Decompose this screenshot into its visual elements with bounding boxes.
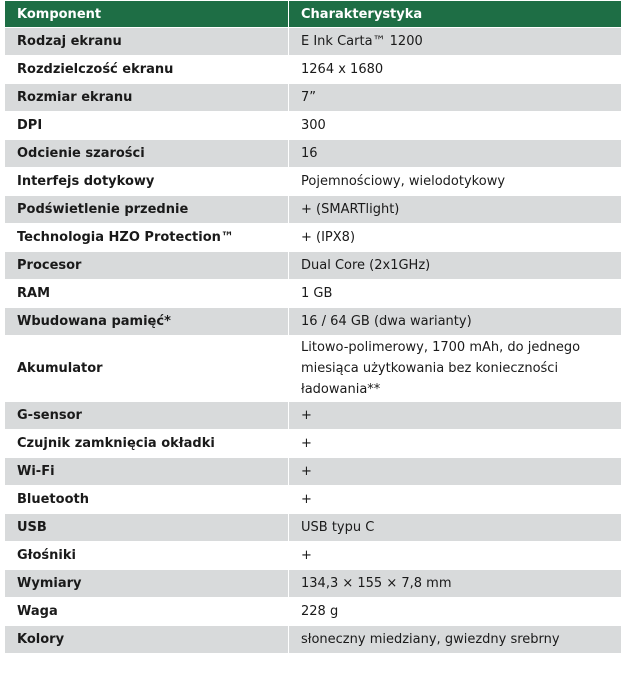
row-value: Litowo-polimerowy, 1700 mAh, do jednego miesiąca użytkowania bez konieczności ładowania** xyxy=(289,336,622,402)
table-row xyxy=(5,458,622,486)
table-row xyxy=(5,486,622,514)
table-row xyxy=(5,336,622,402)
spec-table xyxy=(4,0,622,654)
row-value: USB typu C xyxy=(289,514,622,542)
row-key: Technologia HZO Protection™ xyxy=(5,224,289,252)
table-row xyxy=(5,598,622,626)
header-row xyxy=(5,1,622,28)
table-row xyxy=(5,224,622,252)
table-row xyxy=(5,112,622,140)
row-key: Interfejs dotykowy xyxy=(5,168,289,196)
row-key: Podświetlenie przednie xyxy=(5,196,289,224)
row-value: + xyxy=(289,402,622,430)
table-row xyxy=(5,168,622,196)
table-row xyxy=(5,514,622,542)
row-value: Pojemnościowy, wielodotykowy xyxy=(289,168,622,196)
table-row xyxy=(5,252,622,280)
row-value: + xyxy=(289,486,622,514)
row-value: Dual Core (2x1GHz) xyxy=(289,252,622,280)
row-key: Bluetooth xyxy=(5,486,289,514)
row-key: USB xyxy=(5,514,289,542)
table-row xyxy=(5,196,622,224)
row-value: 1264 x 1680 xyxy=(289,56,622,84)
row-key: Waga xyxy=(5,598,289,626)
row-value: + (IPX8) xyxy=(289,224,622,252)
row-value: słoneczny miedziany, gwiezdny srebrny xyxy=(289,626,622,654)
table-row xyxy=(5,402,622,430)
row-value: + xyxy=(289,430,622,458)
table-row xyxy=(5,56,622,84)
row-value: 1 GB xyxy=(289,280,622,308)
row-key: Rozdzielczość ekranu xyxy=(5,56,289,84)
row-key: Akumulator xyxy=(5,336,289,402)
row-key: Wbudowana pamięć* xyxy=(5,308,289,336)
table-row xyxy=(5,308,622,336)
row-value: E Ink Carta™ 1200 xyxy=(289,28,622,56)
row-value: 16 xyxy=(289,140,622,168)
table-row xyxy=(5,280,622,308)
row-value: 7” xyxy=(289,84,622,112)
row-key: RAM xyxy=(5,280,289,308)
row-value: 228 g xyxy=(289,598,622,626)
row-key: Wi-Fi xyxy=(5,458,289,486)
header-component: Komponent xyxy=(5,1,289,28)
row-key: Rodzaj ekranu xyxy=(5,28,289,56)
table-row xyxy=(5,28,622,56)
row-key: G-sensor xyxy=(5,402,289,430)
table-row xyxy=(5,140,622,168)
row-value: + (SMARTlight) xyxy=(289,196,622,224)
row-key: Kolory xyxy=(5,626,289,654)
table-row xyxy=(5,570,622,598)
row-value: 134,3 × 155 × 7,8 mm xyxy=(289,570,622,598)
header-characteristics: Charakterystyka xyxy=(289,1,622,28)
row-value: 300 xyxy=(289,112,622,140)
row-key: Głośniki xyxy=(5,542,289,570)
row-key: Rozmiar ekranu xyxy=(5,84,289,112)
table-row xyxy=(5,542,622,570)
row-key: DPI xyxy=(5,112,289,140)
row-key: Czujnik zamknięcia okładki xyxy=(5,430,289,458)
row-value: + xyxy=(289,542,622,570)
table-row xyxy=(5,626,622,654)
row-key: Wymiary xyxy=(5,570,289,598)
row-key: Procesor xyxy=(5,252,289,280)
row-key: Odcienie szarości xyxy=(5,140,289,168)
table-row xyxy=(5,430,622,458)
table-row xyxy=(5,84,622,112)
row-value: 16 / 64 GB (dwa warianty) xyxy=(289,308,622,336)
row-value: + xyxy=(289,458,622,486)
